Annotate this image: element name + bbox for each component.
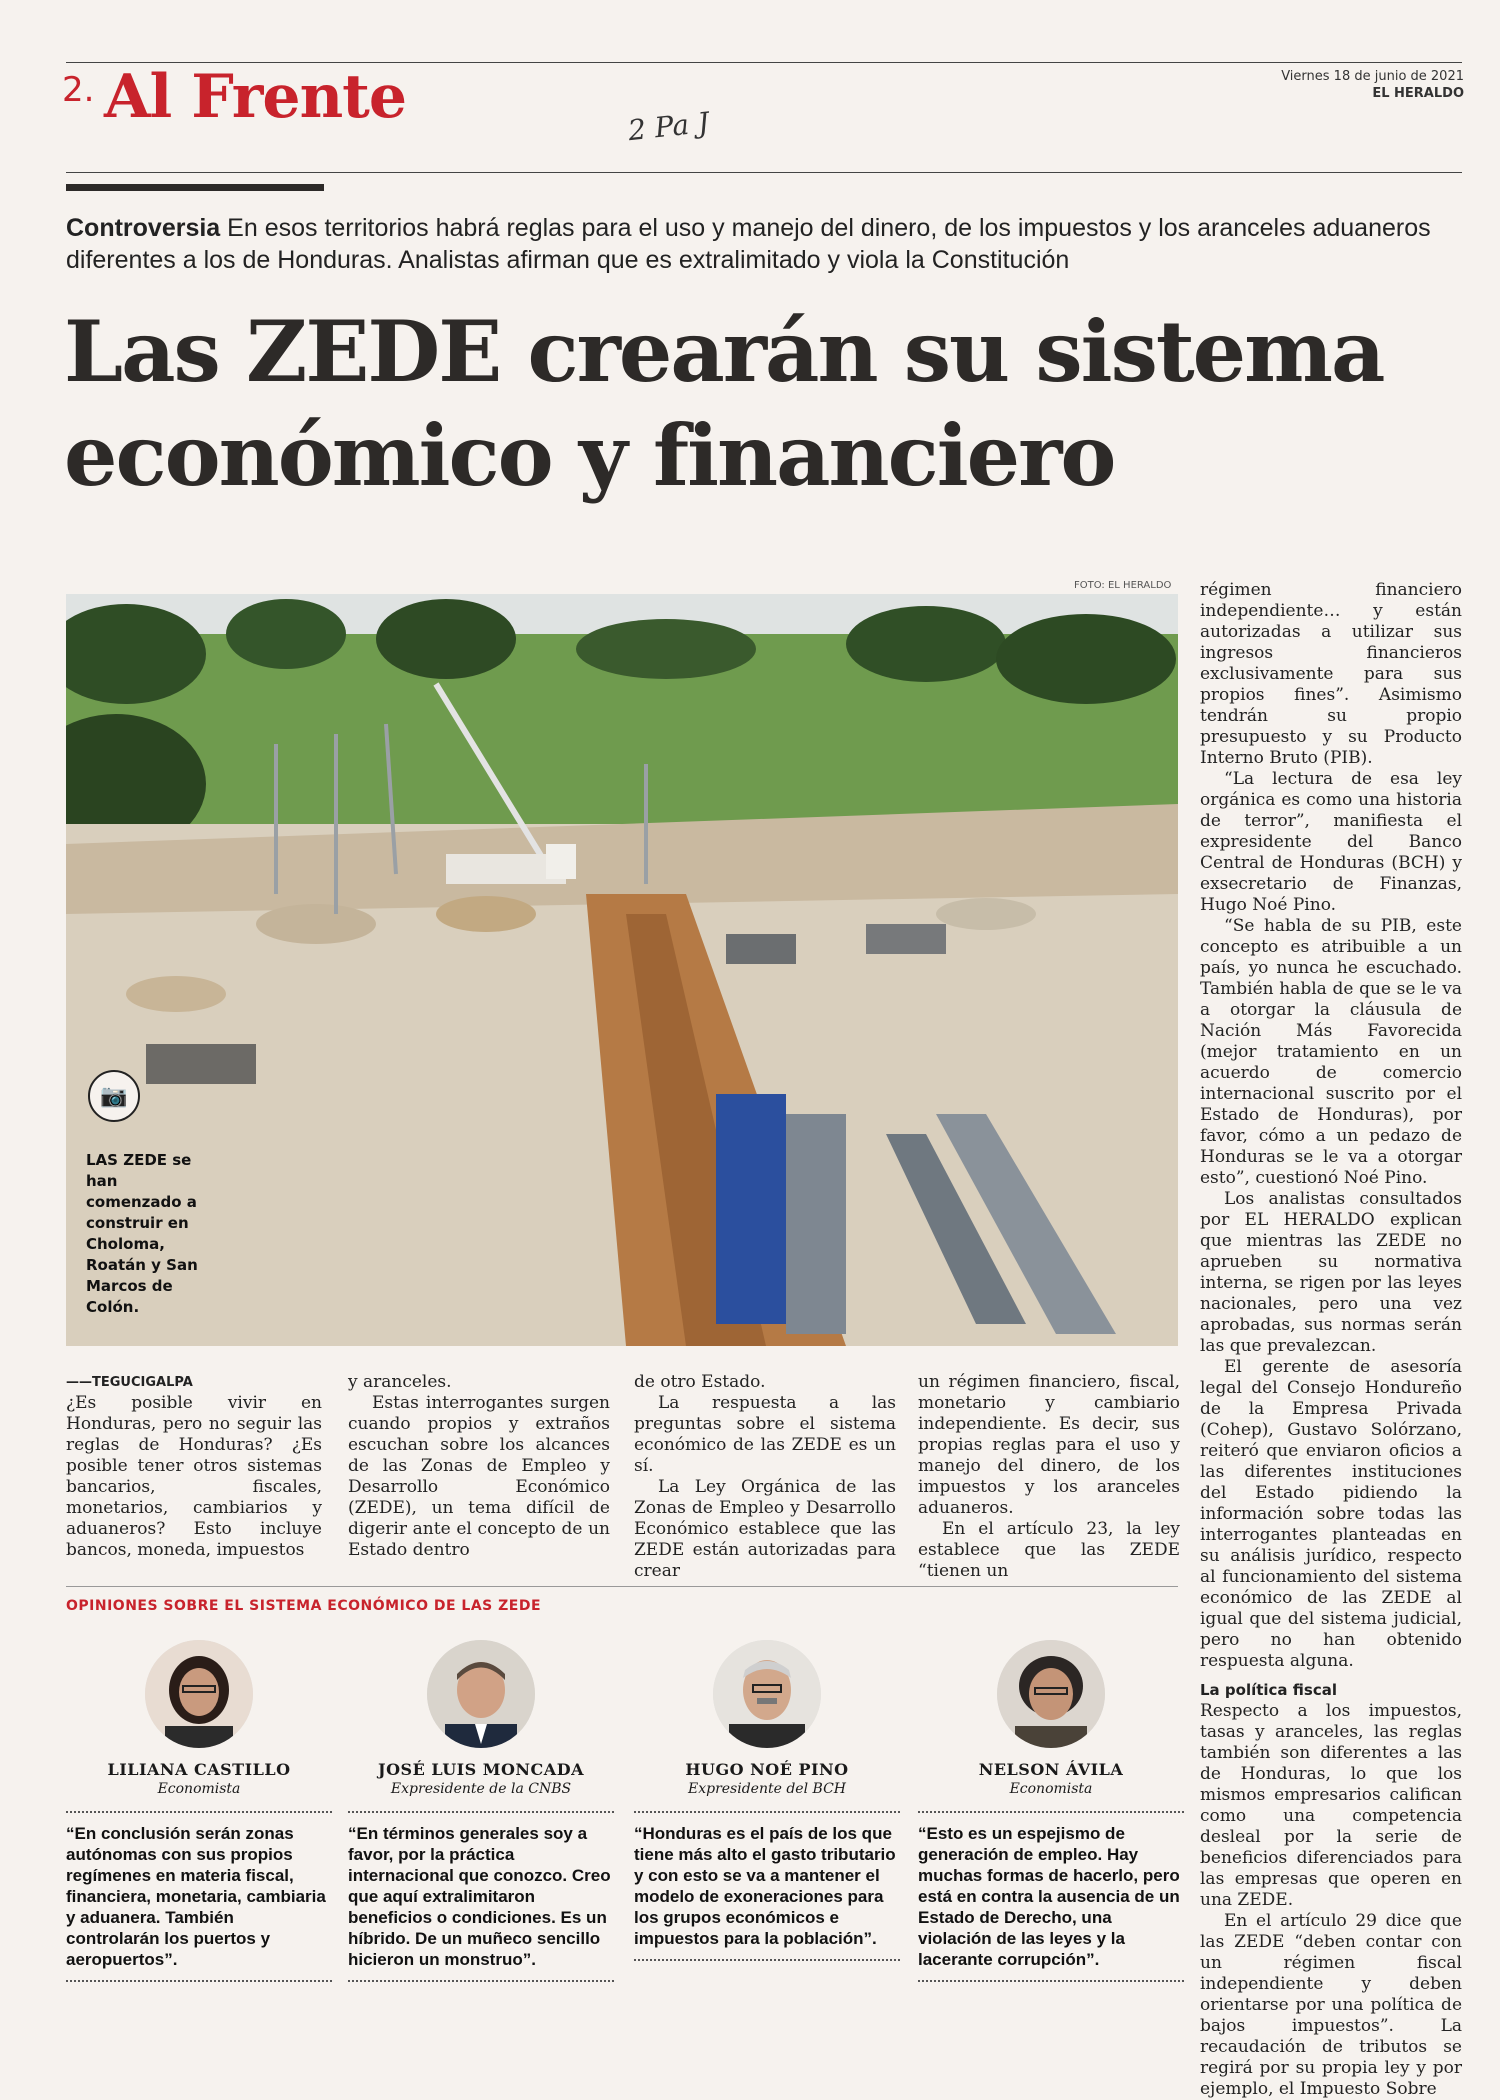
dotted-divider <box>348 1811 614 1813</box>
avatar <box>427 1640 535 1748</box>
avatar <box>145 1640 253 1748</box>
handwritten-note: 2 Pa J <box>626 105 711 148</box>
opinion-name: HUGO NOÉ PINO <box>685 1760 849 1779</box>
opinion-role: Expresidente del BCH <box>688 1781 846 1797</box>
dotted-divider <box>918 1980 1184 1982</box>
opinion-role: Expresidente de la CNBS <box>390 1781 572 1797</box>
opinion-name: NELSON ÁVILA <box>978 1760 1124 1779</box>
dateline-text: TEGUCIGALPA <box>92 1375 193 1390</box>
body-column-4 <box>918 1372 1180 1582</box>
section-name: Al Frente <box>104 62 407 132</box>
subheading: La política fiscal <box>1200 1681 1337 1699</box>
portrait-nelson-avila <box>997 1640 1105 1748</box>
body-column-3 <box>634 1372 896 1582</box>
opinion-quote: “Esto es un espejismo de generación de empleo. Hay muchas formas de hacerlo, pero está en contra la ausencia de un Estado de Derecho, una violación de las leyes y la lacerante corrupción”. <box>918 1824 1180 1969</box>
dotted-divider <box>918 1811 1184 1813</box>
dotted-divider <box>348 1980 614 1982</box>
dotted-divider <box>634 1811 900 1813</box>
photo-credit: FOTO: EL HERALDO <box>1074 580 1172 591</box>
section-number: 2. <box>62 70 95 110</box>
opinions-title: OPINIONES SOBRE EL SISTEMA ECONÓMICO DE LAS ZEDE <box>66 1598 542 1614</box>
body-column-1 <box>66 1372 322 1561</box>
body-paragraph: Los analistas consultados por EL HERALDO explican que mientras las ZEDE no aprueben su normativa interna, se rigen por las leyes nacionales, pero una vez aprobadas, sus normas serán las que prevalezcan. <box>1200 1189 1462 1356</box>
issue-date <box>1281 68 1464 102</box>
opinion-quote: “En términos generales soy a favor, por la práctica internacional que conozco. Creo que aquí extralimitaron beneficios o condiciones. Es un híbrido. De un muñeco sencillo hicieron un monstruo”. <box>348 1824 611 1969</box>
header-bar <box>66 184 324 191</box>
headline <box>64 300 1484 508</box>
body-paragraph: El gerente de asesoría legal del Consejo Hondureño de la Empresa Privada (Cohep), Gustavo Solórzano, reiteró que enviaron oficios a las diferentes instituciones del Estado pidiendo la información sobre todas las interrogantes planteadas en su análisis jurídico, respecto al funcionamiento del sistema económico de las ZEDE al igual que del sistema judicial, pero no han obtenido respuesta alguna. <box>1200 1357 1462 1671</box>
avatar <box>713 1640 821 1748</box>
body-column-5 <box>1200 580 1462 2100</box>
body-paragraph: y aranceles. <box>348 1372 452 1392</box>
headline-line-1: Las ZEDE crearán su sistema <box>64 302 1384 401</box>
body-paragraph: de otro Estado. <box>634 1372 766 1392</box>
body-paragraph: “Se habla de su PIB, este concepto es atribuible a un país, yo nunca he escuchado. También habla de que se le va a otorgar la cláusula de Nación Más Favorecida (mejor tratamiento en un acuerdo de comercio internacional suscrito por el Estado de Honduras), por favor, cómo a un pedazo de Honduras se le va a otorgar esto”, cuestionó Noé Pino. <box>1200 916 1462 1188</box>
body-paragraph: régimen financiero independiente… y están autorizadas a utilizar sus ingresos financieros exclusivamente para sus propios fines”. Asimismo tendrán su propio presupuesto y su Producto Interno Bruto (PIB). <box>1200 580 1462 768</box>
portrait-hugo-noe-pino <box>713 1640 821 1748</box>
dotted-divider <box>634 1959 900 1961</box>
deck-kicker: Controversia <box>66 214 221 242</box>
caption-lead: LAS ZEDE <box>86 1151 168 1169</box>
paper-name: EL HERALDO <box>1372 86 1464 101</box>
deck-text: En esos territorios habrá reglas para el uso y manejo del dinero, de los impuestos y los aranceles aduaneros diferentes a los de Honduras. Analistas afirman que es extralimitado y viola la Constitución <box>66 214 1431 274</box>
body-paragraph: un régimen financiero, fiscal, monetario y cambiario independiente. Es decir, sus propias reglas para el uso y manejo del dinero, de los impuestos y los aranceles aduaneros. <box>918 1372 1180 1518</box>
dotted-divider <box>66 1980 332 1982</box>
opinion-card <box>348 1640 614 1982</box>
opinion-card <box>66 1640 332 1982</box>
body-paragraph: En el artículo 23, la ley establece que las ZEDE “tienen un <box>918 1519 1180 1581</box>
body-column-2 <box>348 1372 610 1561</box>
opinion-card <box>634 1640 900 1961</box>
opinion-name: JOSÉ LUIS MONCADA <box>378 1760 584 1779</box>
dateline: ——TEGUCIGALPA <box>66 1375 193 1390</box>
body-paragraph: Estas interrogantes surgen cuando propios y extraños escuchan sobre los alcances de las Zonas de Empleo y Desarrollo Económico (ZEDE), un tema difícil de digerir ante el concepto de un Estado dentro <box>348 1393 610 1560</box>
construction-site-illustration <box>66 594 1178 1346</box>
headline-line-2: económico y financiero <box>64 406 1115 505</box>
deck <box>66 212 1466 276</box>
body-paragraph: La Ley Orgánica de las Zonas de Empleo y Desarrollo Económico establece que las ZEDE están autorizadas para crear <box>634 1477 896 1581</box>
body-paragraph: “La lectura de esa ley orgánica es como una historia de terror”, manifiesta el expresidente del Banco Central de Honduras (BCH) y exsecretario de Finanzas, Hugo Noé Pino. <box>1200 769 1462 915</box>
body-paragraph: Respecto a los impuestos, tasas y aranceles, las reglas también son diferentes a las de Honduras, lo que los mismos empresarios califican como una competencia desleal por la serie de beneficios diferenciados para las empresas que operen en una ZEDE. <box>1200 1701 1462 1910</box>
caption-text: se han comenzado a construir en Choloma, Roatán y San Marcos de Colón. <box>86 1151 198 1316</box>
body-paragraph: La respuesta a las preguntas sobre el sistema económico de las ZEDE es un sí. <box>634 1393 896 1476</box>
opinion-quote: “Honduras es el país de los que tiene más alto el gasto tributario y con esto se va a mantener el modelo de exoneraciones para los grupos económicos e impuestos para la población”. <box>634 1824 896 1948</box>
portrait-jose-luis-moncada <box>427 1640 535 1748</box>
opinion-role: Economista <box>1009 1781 1093 1797</box>
opinions-rule <box>66 1586 1178 1587</box>
date-text: Viernes 18 de junio de 2021 <box>1281 69 1464 84</box>
avatar <box>997 1640 1105 1748</box>
body-paragraph: En el artículo 29 dice que las ZEDE “deben contar con un régimen fiscal independiente y deben orientarse por una política de bajos impuestos”. La recaudación de tributos se regirá por su propia ley y por ejemplo, el Impuesto Sobre <box>1200 1911 1462 2099</box>
construction-photo <box>66 594 1178 1346</box>
dotted-divider <box>66 1811 332 1813</box>
portrait-liliana-castillo <box>145 1640 253 1748</box>
header-rule <box>66 172 1462 173</box>
opinion-name: LILIANA CASTILLO <box>107 1760 291 1779</box>
camera-icon: 📷 <box>88 1070 140 1122</box>
body-paragraph: ¿Es posible vivir en Honduras, pero no seguir las reglas de Honduras? ¿Es posible tener otros sistemas bancarios, fiscales, monetarios, cambiarios y aduaneros? Esto incluye bancos, moneda, impuestos <box>66 1393 322 1560</box>
opinion-role: Economista <box>157 1781 241 1797</box>
opinion-quote: “En conclusión serán zonas autónomas con sus propios regímenes en materia fiscal, financiera, monetaria, cambiaria y aduanera. También controlarán los puertos y aeropuertos”. <box>66 1824 326 1969</box>
opinion-card <box>918 1640 1184 1982</box>
photo-caption <box>86 1150 206 1318</box>
